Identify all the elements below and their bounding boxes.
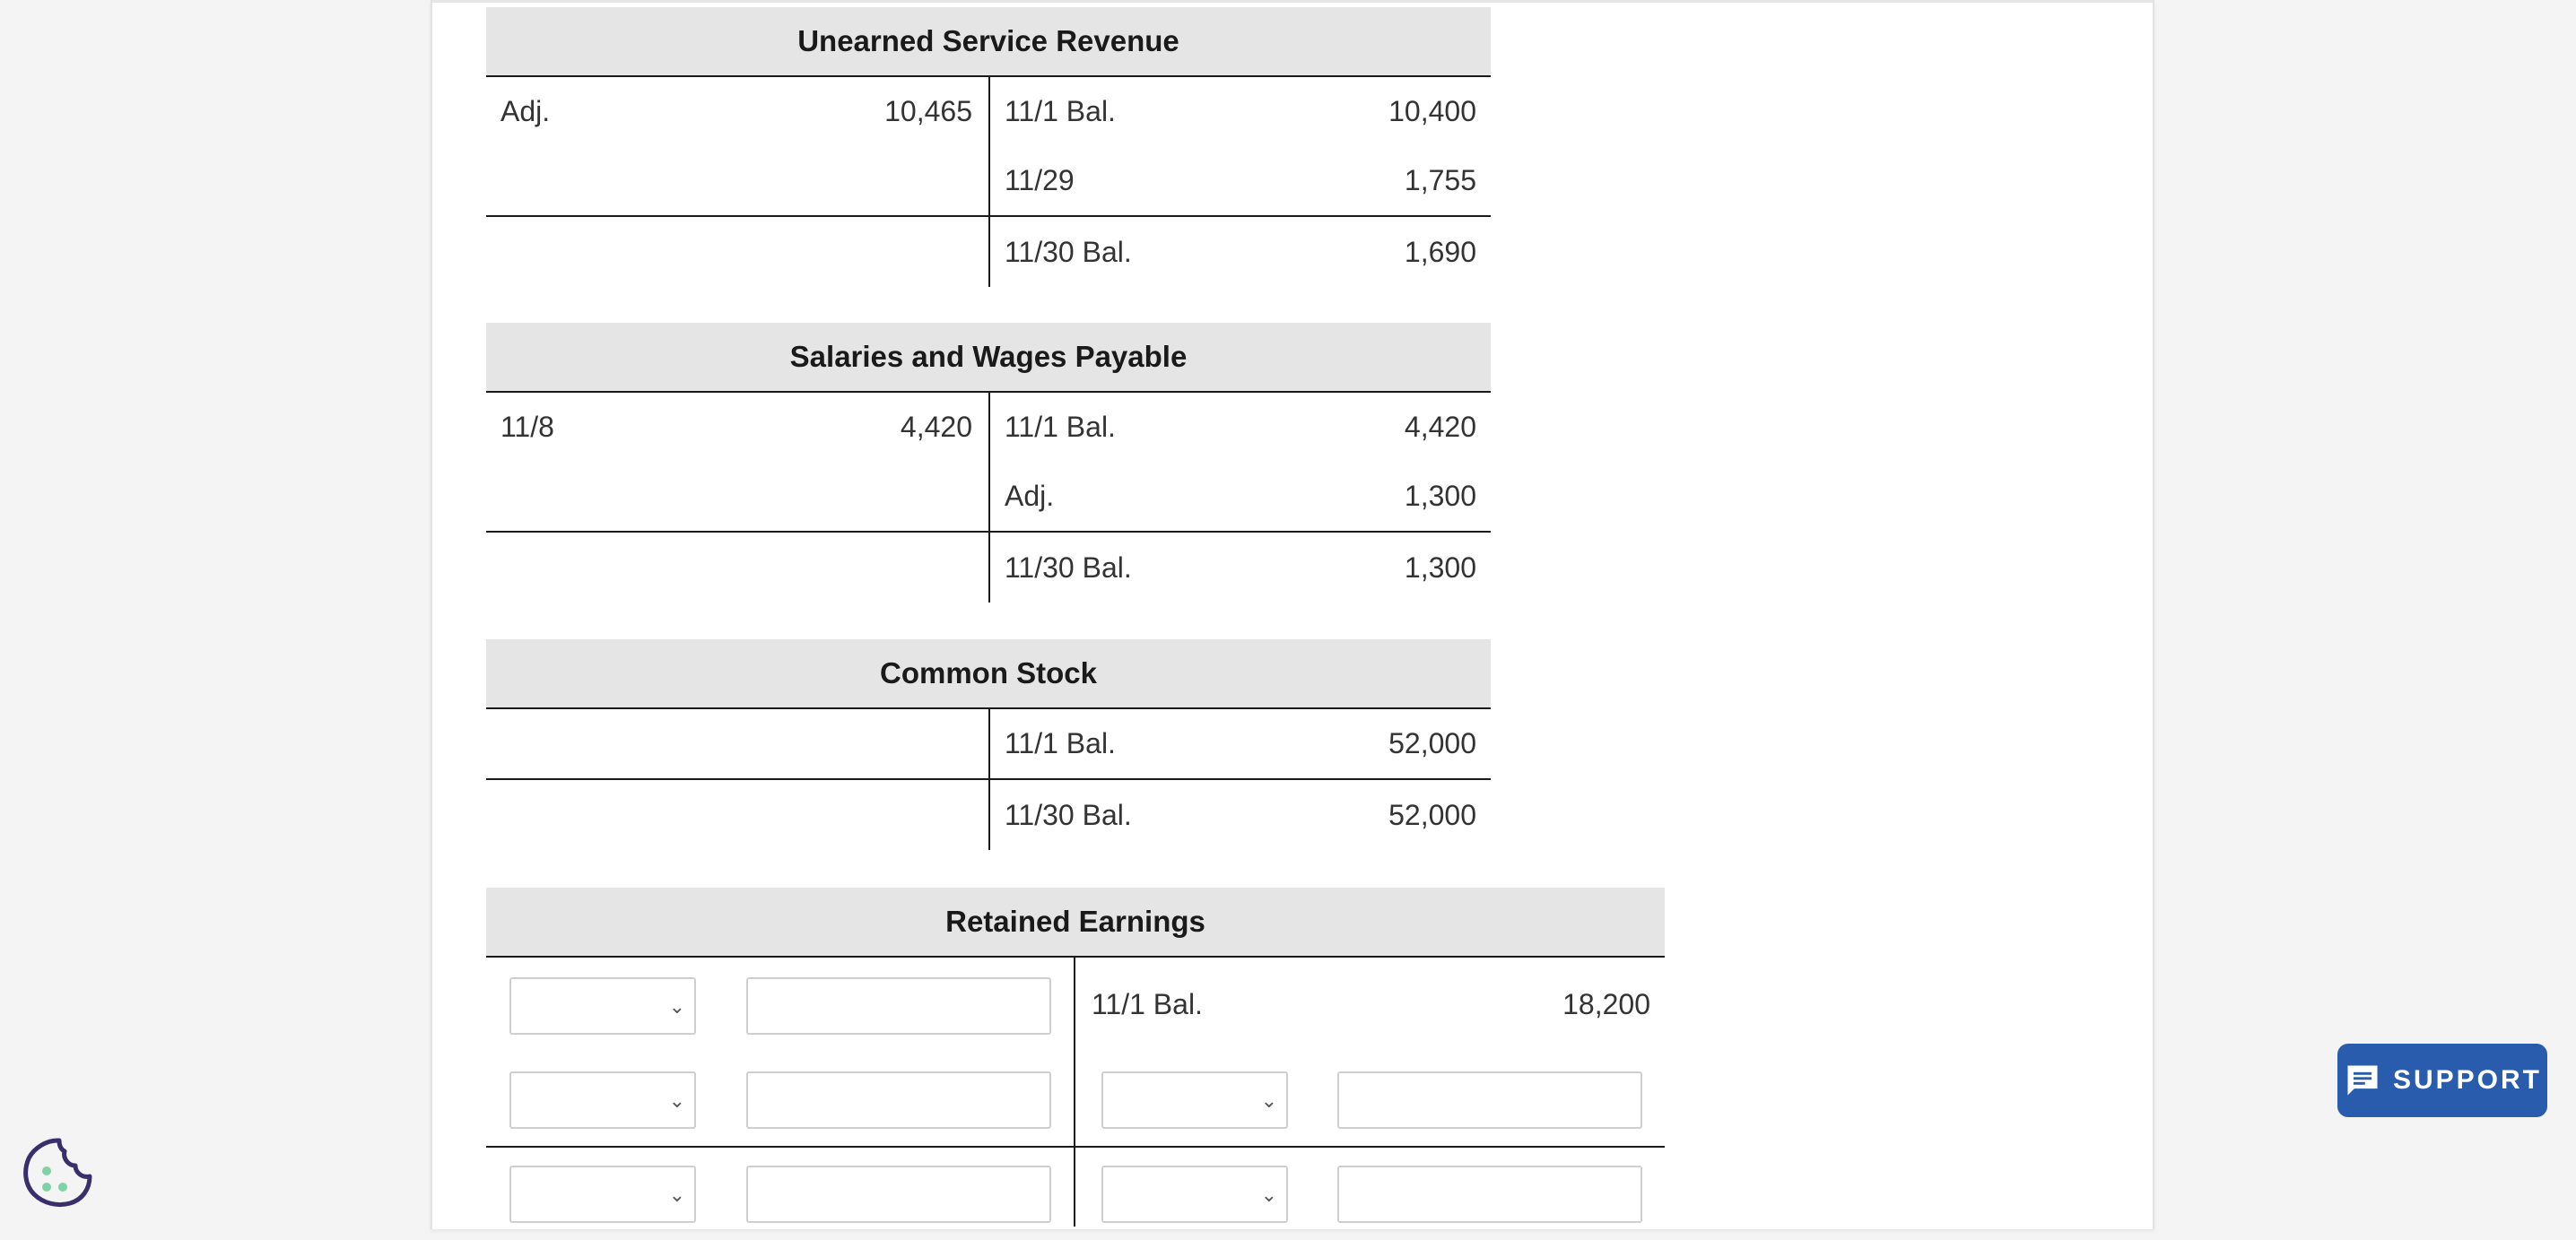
credit-label: 11/1 Bal. — [1005, 411, 1116, 443]
t-account-body — [486, 709, 1491, 850]
t-account-unearned-service-revenue — [486, 7, 1491, 287]
credit-value: 1,300 — [1404, 551, 1476, 584]
debit-value: 10,465 — [884, 95, 972, 127]
support-label: SUPPORT — [2392, 1065, 2543, 1095]
credit-value: 1,755 — [1404, 164, 1476, 196]
t-account-row — [486, 958, 1665, 1052]
credit-label: 11/30 Bal. — [1005, 551, 1132, 584]
t-account-divider — [988, 77, 990, 287]
debit-amount-input[interactable] — [746, 1071, 1051, 1129]
credit-amount-input[interactable] — [1337, 1166, 1642, 1223]
t-account-total-row — [486, 1146, 1665, 1240]
debit-label: 11/8 — [500, 411, 554, 443]
credit-value: 52,000 — [1388, 727, 1476, 759]
t-account-title: Salaries and Wages Payable — [486, 323, 1491, 393]
chevron-down-icon: ⌄ — [668, 1184, 685, 1206]
credit-value: 4,420 — [1404, 411, 1476, 443]
credit-amount-input[interactable] — [1337, 1071, 1642, 1129]
credit-value: 1,690 — [1404, 235, 1476, 268]
debit-account-dropdown[interactable] — [509, 1166, 696, 1223]
debit-amount-input[interactable] — [746, 977, 1051, 1035]
chevron-down-icon: ⌄ — [1260, 1089, 1277, 1112]
chevron-down-icon: ⌄ — [668, 1089, 685, 1112]
cookie-settings-button[interactable] — [20, 1135, 95, 1210]
chat-icon — [2343, 1061, 2382, 1100]
credit-account-dropdown[interactable] — [1101, 1071, 1288, 1129]
debit-label: Adj. — [500, 95, 551, 127]
top-shadow — [432, 0, 2153, 3]
t-account-divider — [988, 709, 990, 850]
t-account-title: Retained Earnings — [486, 888, 1665, 958]
credit-label: Adj. — [1005, 480, 1055, 512]
debit-amount-input[interactable] — [746, 1166, 1051, 1223]
t-account-body — [486, 393, 1491, 603]
credit-account-dropdown[interactable] — [1101, 1166, 1288, 1223]
t-account-row — [486, 1052, 1665, 1146]
cookie-icon — [20, 1135, 95, 1210]
credit-label: 11/30 Bal. — [1005, 235, 1132, 268]
chevron-down-icon: ⌄ — [1260, 1184, 1277, 1206]
t-account-body — [486, 77, 1491, 287]
chevron-down-icon: ⌄ — [668, 995, 685, 1018]
t-account-body — [486, 958, 1665, 1227]
worksheet-page — [431, 0, 2154, 1229]
credit-value: 52,000 — [1388, 798, 1476, 831]
t-account-title: Unearned Service Revenue — [486, 7, 1491, 77]
debit-account-dropdown[interactable] — [509, 977, 696, 1035]
credit-label: 11/1 Bal. — [1092, 988, 1203, 1020]
t-account-salaries-wages-payable — [486, 323, 1491, 603]
total-rule — [486, 1146, 1665, 1148]
support-button[interactable] — [2337, 1044, 2547, 1117]
credit-value: 18,200 — [1562, 988, 1650, 1020]
credit-value: 1,300 — [1404, 480, 1476, 512]
debit-value: 4,420 — [900, 411, 972, 443]
credit-label: 11/29 — [1005, 164, 1075, 196]
t-account-divider — [988, 393, 990, 603]
t-account-common-stock — [486, 639, 1491, 850]
credit-label: 11/30 Bal. — [1005, 798, 1132, 831]
credit-label: 11/1 Bal. — [1005, 727, 1116, 759]
t-account-retained-earnings — [486, 888, 1665, 1227]
credit-label: 11/1 Bal. — [1005, 95, 1116, 127]
credit-value: 10,400 — [1388, 95, 1476, 127]
debit-account-dropdown[interactable] — [509, 1071, 696, 1129]
t-account-title: Common Stock — [486, 639, 1491, 709]
